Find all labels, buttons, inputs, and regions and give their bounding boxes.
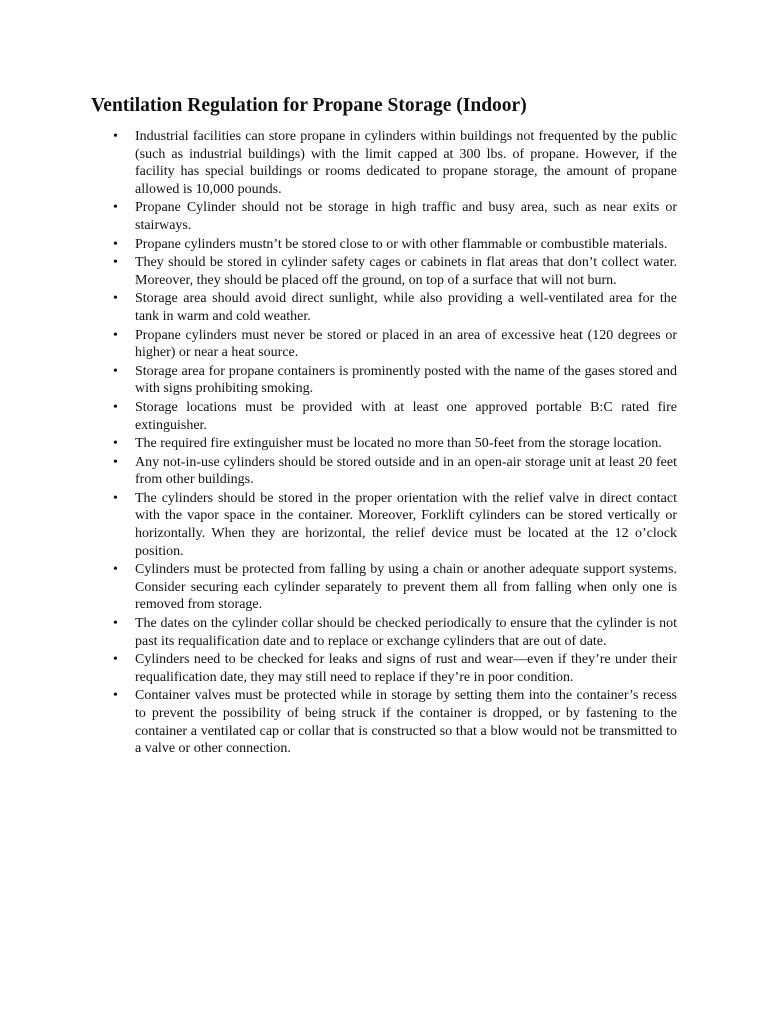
list-item: [0, 454, 677, 489]
bullet-icon: •: [113, 652, 118, 668]
list-item: [0, 651, 677, 686]
list-item: [0, 687, 677, 757]
bullet-icon: •: [113, 688, 118, 704]
list-item-text: Cylinders need to be checked for leaks and signs of rust and wear—even if they’re under their requalification date, they may still need to replace if they’re in poor condition.: [135, 652, 677, 685]
list-item-text: Storage locations must be provided with at least one approved portable B:C rated fire extinguisher.: [135, 399, 677, 433]
list-item-text: Propane Cylinder should not be storage in high traffic and busy area, such as near exits or stairways.: [135, 200, 677, 233]
page-title: Ventilation Regulation for Propane Storage (Indoor): [91, 95, 527, 116]
list-item: [0, 363, 677, 398]
list-item-text: Propane cylinders mustn’t be stored close to or with other flammable or combustible materials.: [135, 236, 668, 252]
bullet-icon: •: [113, 562, 118, 578]
bullet-icon: •: [113, 616, 118, 632]
list-item: [0, 399, 677, 434]
bullet-icon: •: [113, 129, 118, 144]
list-item-text: Storage area should avoid direct sunlight, while also providing a well-ventilated area for the tank in warm and cold weather.: [135, 291, 677, 324]
bullet-icon: •: [113, 399, 118, 415]
list-item-text: The required fire extinguisher must be located no more than 50-feet from the storage location.: [135, 436, 662, 452]
bullet-icon: •: [113, 236, 118, 252]
bullet-icon: •: [113, 363, 118, 379]
bullet-icon: •: [113, 255, 118, 271]
list-item-text: Storage area for propane containers is prominently posted with the name of the gases stored and with signs prohibiting smoking.: [135, 363, 677, 397]
list-item: [0, 254, 677, 289]
list-item-text: Container valves must be protected while in storage by setting them into the container’s recess to prevent the possibility of being struck if the container is dropped, or by fastening to the container a ventilated cap or collar that is constructed so that a blow would not be transmitted to a valve or other connection.: [135, 688, 677, 757]
list-item-text: The dates on the cylinder collar should be checked periodically to ensure that the cylinder is not past its requalification date and to replace or exchange cylinders that are out of date.: [135, 616, 677, 649]
bullet-icon: •: [113, 436, 118, 452]
list-item: [0, 199, 677, 234]
bullet-icon: •: [113, 454, 118, 470]
bullet-icon: •: [113, 327, 118, 343]
list-item: [0, 561, 677, 614]
list-item: [0, 236, 677, 254]
list-item-text: Industrial facilities can store propane in cylinders within buildings not frequented by the public (such as industrial buildings) with the limit capped at 300 lbs. of propane. However, if the facility has special buildings or rooms dedicated to propane storage, the amount of propane allowed is 10,000 pounds.: [135, 129, 677, 197]
list-item-text: The cylinders should be stored in the proper orientation with the relief valve in direct contact with the vapor space in the container. Moreover, Forklift cylinders can be stored vertically or horizontally. When they are horizontal, the relief device must be located at the 12 o’clock position.: [135, 490, 677, 559]
list-item: [0, 490, 677, 560]
list-item: [0, 128, 677, 198]
list-item-text: They should be stored in cylinder safety cages or cabinets in flat areas that don’t collect water. Moreover, they should be placed off the ground, on top of a surface that will not burn.: [135, 255, 677, 288]
list-item-text: Any not-in-use cylinders should be stored outside and in an open-air storage unit at least 20 feet from other buildings.: [135, 454, 677, 488]
bullet-icon: •: [113, 200, 118, 216]
list-item: [0, 435, 677, 453]
list-item: [0, 615, 677, 650]
bullet-icon: •: [113, 291, 118, 307]
bullet-list: [0, 128, 677, 759]
list-item-text: Propane cylinders must never be stored or placed in an area of excessive heat (120 degrees or higher) or near a heat source.: [135, 327, 677, 361]
list-item-text: Cylinders must be protected from falling by using a chain or another adequate support systems. Consider securing each cylinder separately to prevent them all from falling when only one is removed from storage.: [135, 562, 677, 613]
list-item: [0, 290, 677, 325]
bullet-icon: •: [113, 490, 118, 506]
list-item: [0, 327, 677, 362]
